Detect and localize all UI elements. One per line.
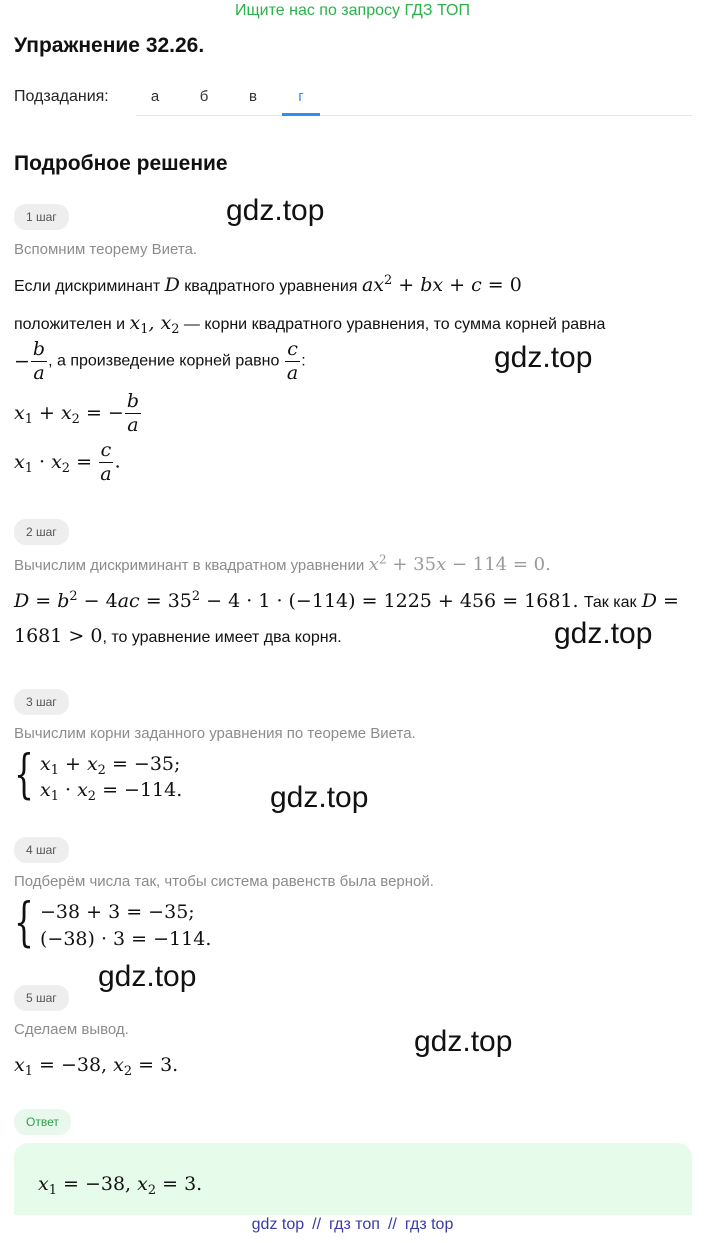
step-5-hint: Сделаем вывод. xyxy=(14,1021,129,1038)
system-2-eq-2: (−38) · 3 = −114. xyxy=(40,928,212,950)
footer-link[interactable]: гдз топ xyxy=(329,1216,380,1233)
system-brace: { xyxy=(14,745,34,805)
step-1-line-3: − $\frac{b}{a}$ , а произведение корней равно $\frac{c}{a}$ : xyxy=(14,338,306,384)
subtasks-label: Подзадания: xyxy=(14,88,109,105)
system-1-eq-1: $x_1 + x_2 = -35$; xyxy=(40,753,181,778)
step-5-pill: 5 шаг xyxy=(14,985,69,1011)
step-2-pill: 2 шаг xyxy=(14,519,69,545)
search-banner: Ищите нас по запросу ГДЗ ТОП xyxy=(235,2,470,19)
watermark: gdz.top xyxy=(414,1025,513,1058)
vieta-product-formula: $x_1 \cdot x_2$ = $\frac{c}{a}$ . xyxy=(14,439,121,485)
page-title: Упражнение 32.26. xyxy=(14,34,205,57)
step-2-hint: Вычислим дискриминант в квадратном уравнении $x^2 + 35x - 114 = 0$. xyxy=(14,552,551,575)
subtask-tab-b[interactable]: б xyxy=(199,88,209,105)
step-3-hint: Вычислим корни заданного уравнения по теореме Виета. xyxy=(14,725,416,742)
step-4-hint: Подберём числа так, чтобы система равенств была верной. xyxy=(14,873,434,890)
footer-link[interactable]: gdz top xyxy=(251,1216,305,1233)
step-3-pill: 3 шаг xyxy=(14,689,69,715)
subtask-tab-a[interactable]: а xyxy=(150,88,160,105)
discriminant-positive: 1681 > 0, то уравнение имеет два корня. xyxy=(14,625,342,647)
subtask-tab-v[interactable]: в xyxy=(249,88,257,105)
answer-pill: Ответ xyxy=(14,1109,71,1135)
step-1-line-1: Если дискриминант D квадратного уравнения $ax^2$ + bx + c = 0 xyxy=(14,272,522,296)
watermark: gdz.top xyxy=(226,194,325,227)
system-1-eq-2: $x_1 \cdot x_2 = -114$. xyxy=(40,779,183,804)
step-1-hint: Вспомним теорему Виета. xyxy=(14,241,198,258)
answer-roots: $x_1 = -38$, $x_2 = 3$. xyxy=(38,1173,203,1198)
footer-link[interactable]: гдз top xyxy=(404,1216,454,1233)
subtask-tab-g[interactable]: г xyxy=(298,88,304,105)
step-1-line-2: положителен и $x_1$, $x_2$ — корни квадратного уравнения, то сумма корней равна xyxy=(14,312,606,337)
conclusion-roots: $x_1 = -38$, $x_2 = 3$. xyxy=(14,1054,179,1079)
subtasks-divider xyxy=(136,115,692,116)
vieta-sum-formula: $x_1 + x_2$ = − $\frac{b}{a}$ xyxy=(14,390,139,436)
watermark: gdz.top xyxy=(98,960,197,993)
system-brace: { xyxy=(14,893,34,953)
watermark: gdz.top xyxy=(494,341,593,374)
section-title: Подробное решение xyxy=(14,152,228,175)
step-1-pill: 1 шаг xyxy=(14,204,69,230)
discriminant-calculation: $D = b^2 - 4ac = 35^2 - 4 \cdot 1 \cdot (-114) = 1225 + 456 = 1681$. Так как D = xyxy=(14,588,679,612)
watermark: gdz.top xyxy=(554,617,653,650)
footer-links: gdz top // гдз топ // гдз top xyxy=(251,1216,454,1233)
system-2-eq-1: −38 + 3 = −35; xyxy=(40,901,195,923)
watermark: gdz.top xyxy=(270,781,369,814)
step-4-pill: 4 шаг xyxy=(14,837,69,863)
subtask-active-indicator xyxy=(282,113,320,116)
